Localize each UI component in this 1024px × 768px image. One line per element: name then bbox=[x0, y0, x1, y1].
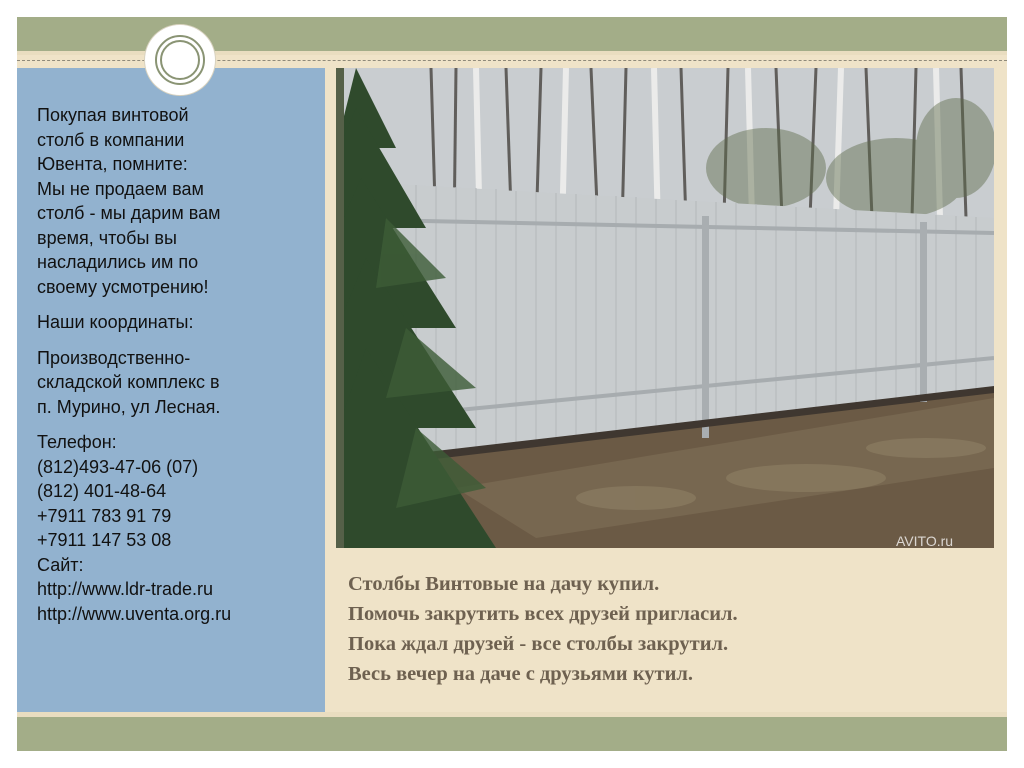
inner-ring bbox=[160, 40, 200, 80]
poem-line: Помочь закрутить всех друзей пригласил. bbox=[348, 603, 738, 625]
website-link[interactable]: http://www.uventa.org.ru bbox=[37, 603, 232, 624]
decorative-circle-icon bbox=[145, 25, 215, 95]
poem-line: Столбы Винтовые на дачу купил. bbox=[348, 573, 660, 595]
phone-number: (812)493-47-06 (07) bbox=[37, 456, 199, 477]
intro-line: Ювента, помните: bbox=[37, 154, 188, 174]
phone-number: +7911 147 53 08 bbox=[37, 530, 172, 550]
phone-number: +7911 783 91 79 bbox=[37, 505, 172, 526]
intro-line: Покупая винтовой bbox=[37, 105, 189, 125]
left-panel-text bbox=[37, 103, 302, 626]
poem-text bbox=[348, 569, 988, 689]
site-label: Сайт: bbox=[37, 554, 84, 575]
intro-line: столб - мы дарим вам bbox=[37, 203, 221, 223]
intro-line: насладились им по bbox=[37, 252, 199, 272]
intro-line: своему усмотрению! bbox=[37, 276, 209, 297]
fence-photo bbox=[336, 68, 994, 548]
website-link[interactable]: http://www.ldr-trade.ru bbox=[37, 579, 214, 599]
intro-line: время, чтобы вы bbox=[37, 227, 177, 248]
phone-number: (812) 401-48-64 bbox=[37, 481, 167, 501]
intro-line: Мы не продаем вам bbox=[37, 178, 204, 199]
watermark-text: AVITO.ru bbox=[896, 533, 954, 548]
coordinates-heading: Наши координаты: bbox=[37, 312, 194, 332]
address-line: п. Мурино, ул Лесная. bbox=[37, 396, 221, 417]
poem-line: Весь вечер на даче с друзьями кутил. bbox=[348, 663, 694, 685]
phone-label: Телефон: bbox=[37, 432, 117, 452]
address-line: складской комплекс в bbox=[37, 372, 220, 392]
bottom-band bbox=[17, 717, 1007, 751]
intro-line: столб в компании bbox=[37, 129, 185, 150]
address-line: Производственно- bbox=[37, 347, 191, 368]
poem-line: Пока ждал друзей - все столбы закрутил. bbox=[348, 633, 729, 655]
